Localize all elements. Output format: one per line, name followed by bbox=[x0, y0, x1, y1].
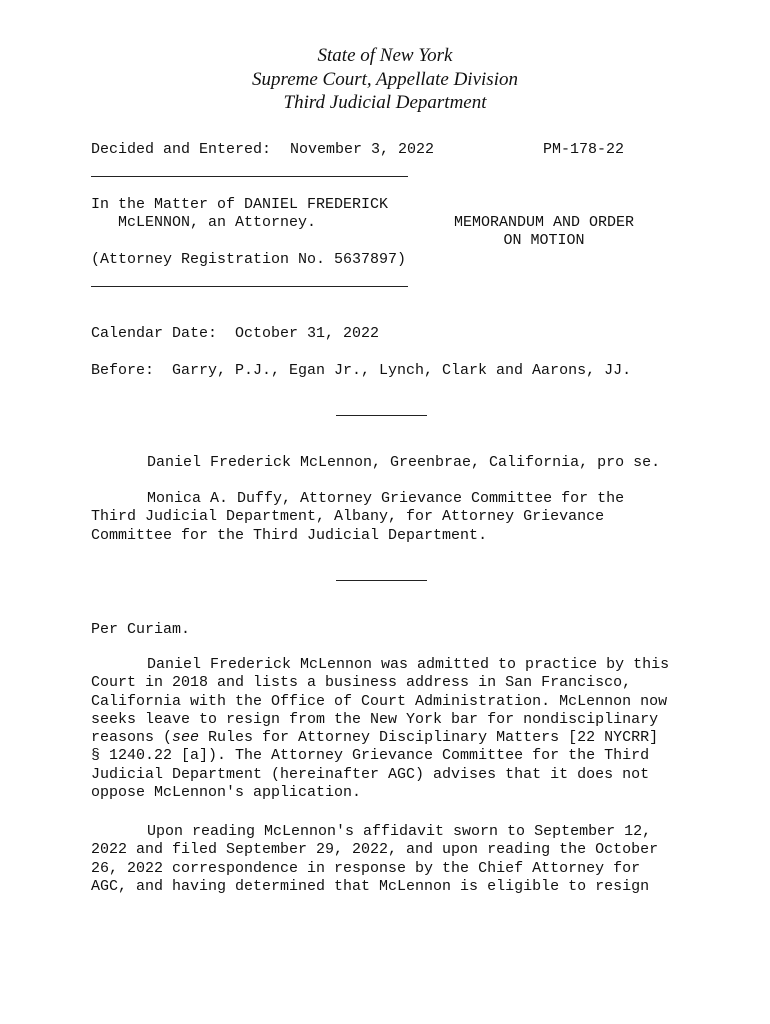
per-curiam: Per Curiam. bbox=[91, 621, 191, 638]
before-label: Before: bbox=[91, 362, 155, 379]
paragraph-2-line-3: 26, 2022 correspondence in response by the Chief Attorney for bbox=[91, 859, 641, 877]
opinion-paragraph-1 bbox=[91, 656, 669, 802]
paragraph-1-line-3: California with the Office of Court Administration. McLennon now bbox=[91, 692, 668, 710]
court-name: Supreme Court, Appellate Division bbox=[252, 68, 518, 90]
appearance-committee-line-3: Committee for the Third Judicial Department. bbox=[91, 526, 488, 544]
court-heading bbox=[0, 44, 770, 115]
caption-top-rule bbox=[91, 176, 408, 177]
memorandum-title bbox=[447, 214, 641, 251]
justices-panel: Garry, P.J., Egan Jr., Lynch, Clark and Aarons, JJ. bbox=[172, 362, 632, 379]
court-department: Third Judicial Department bbox=[283, 92, 487, 113]
appearance-respondent: Daniel Frederick McLennon, Greenbrae, California, pro se. bbox=[147, 454, 661, 471]
section-divider-1 bbox=[336, 415, 427, 416]
appearance-committee-line-1: Monica A. Duffy, Attorney Grievance Committee for the bbox=[147, 490, 625, 507]
opinion-paragraph-2 bbox=[91, 823, 658, 896]
paragraph-1-line-4: seeks leave to resign from the New York bar for nondisciplinary bbox=[91, 710, 659, 728]
paragraph-1-line-1: Daniel Frederick McLennon was admitted to practice by this bbox=[147, 656, 670, 673]
paragraph-2-line-4: AGC, and having determined that McLennon is eligible to resign bbox=[91, 877, 650, 895]
decided-entered-label: Decided and Entered: bbox=[91, 141, 272, 158]
decided-date: November 3, 2022 bbox=[290, 141, 435, 158]
calendar-date: October 31, 2022 bbox=[235, 325, 380, 342]
section-divider-2 bbox=[336, 580, 427, 581]
paragraph-1-line-8: oppose McLennon's application. bbox=[91, 784, 362, 802]
paragraph-1-line-7: Judicial Department (hereinafter AGC) advises that it does not bbox=[91, 765, 650, 783]
caption-bottom-rule bbox=[91, 286, 408, 287]
court-state: State of New York bbox=[317, 45, 453, 66]
calendar-date-label: Calendar Date: bbox=[91, 325, 218, 342]
paragraph-1-line-5-end: Rules for Attorney Disciplinary Matters [22 NYCRR] bbox=[199, 729, 659, 747]
attorney-registration: (Attorney Registration No. 5637897) bbox=[91, 251, 407, 268]
matter-line-1: In the Matter of DANIEL FREDERICK bbox=[91, 196, 389, 213]
paragraph-1-line-5-start: reasons ( bbox=[91, 729, 173, 747]
memorandum-title-line-1: MEMORANDUM AND ORDER bbox=[453, 214, 635, 231]
paragraph-1-line-6: § 1240.22 [a]). The Attorney Grievance Committee for the Third bbox=[91, 747, 650, 765]
paragraph-2-line-2: 2022 and filed September 29, 2022, and upon reading the October bbox=[91, 841, 659, 859]
case-caption bbox=[91, 196, 388, 233]
see-signal: see bbox=[172, 729, 200, 747]
matter-line-2: McLENNON, an Attorney. bbox=[118, 214, 317, 232]
paragraph-1-line-2: Court in 2018 and lists a business address in San Francisco, bbox=[91, 674, 632, 692]
memorandum-title-line-2: ON MOTION bbox=[503, 232, 585, 250]
appearance-committee bbox=[91, 490, 624, 545]
appearance-committee-line-2: Third Judicial Department, Albany, for Attorney Grievance bbox=[91, 508, 605, 526]
docket-number: PM-178-22 bbox=[543, 141, 625, 158]
paragraph-2-line-1: Upon reading McLennon's affidavit sworn to September 12, bbox=[147, 823, 652, 840]
paragraph-1-line-5 bbox=[91, 729, 669, 747]
